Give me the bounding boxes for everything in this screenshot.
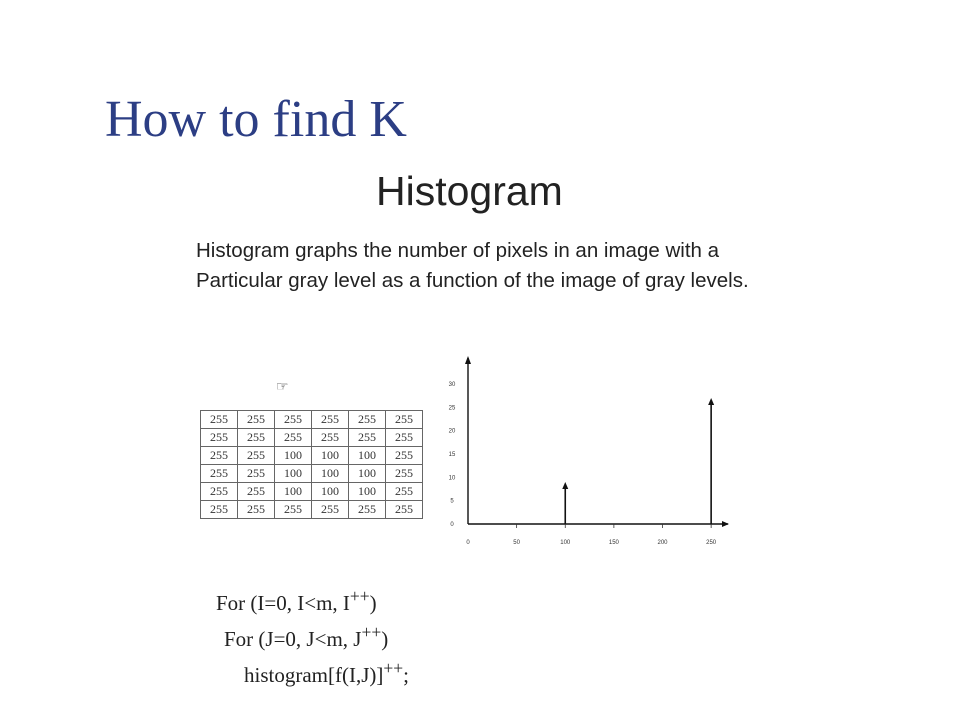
histogram-heading: Histogram bbox=[376, 168, 563, 214]
grid-cell: 255 bbox=[238, 411, 275, 429]
code-line-3-text: histogram[f(I,J)] bbox=[244, 663, 384, 687]
grid-cell: 100 bbox=[312, 465, 349, 483]
code-line-1-tail: ) bbox=[369, 591, 377, 615]
description-line-1: Histogram graphs the number of pixels in an image with a bbox=[196, 239, 720, 262]
histogram-bar-arrow bbox=[562, 482, 568, 489]
code-line-1 bbox=[216, 582, 409, 618]
grid-cell: 255 bbox=[238, 465, 275, 483]
grid-cell: 100 bbox=[349, 447, 386, 465]
code-line-2-sup: ++ bbox=[361, 622, 382, 642]
code-line-2-text: For (J=0, J<m, J bbox=[224, 627, 362, 651]
code-line-2-tail: ) bbox=[381, 627, 389, 651]
grid-cell: 255 bbox=[386, 447, 423, 465]
pseudocode-block bbox=[216, 582, 409, 690]
grid-cell: 255 bbox=[238, 501, 275, 519]
code-line-2 bbox=[216, 618, 409, 654]
grid-cell: 255 bbox=[312, 501, 349, 519]
grid-cell: 255 bbox=[312, 429, 349, 447]
x-axis-arrow bbox=[722, 521, 729, 527]
grid-cell: 255 bbox=[386, 483, 423, 501]
grid-cell: 255 bbox=[312, 411, 349, 429]
description-line-2: Particular gray level as a function of the image of gray levels. bbox=[196, 269, 749, 292]
grid-cell: 255 bbox=[349, 411, 386, 429]
pixel-value-grid bbox=[200, 410, 423, 519]
grid-row bbox=[201, 501, 423, 519]
grid-cell: 255 bbox=[238, 429, 275, 447]
grid-cell: 255 bbox=[201, 483, 238, 501]
grid-cell: 255 bbox=[275, 429, 312, 447]
grid-row bbox=[201, 447, 423, 465]
y-tick-label: 25 bbox=[448, 405, 456, 412]
histogram-bar-arrow bbox=[708, 398, 714, 405]
y-tick-label: 20 bbox=[448, 428, 456, 435]
grid-cell: 255 bbox=[201, 411, 238, 429]
grid-cell: 255 bbox=[349, 501, 386, 519]
grid-cell: 255 bbox=[201, 465, 238, 483]
grid-cell: 255 bbox=[201, 447, 238, 465]
grid-cell: 255 bbox=[386, 465, 423, 483]
grid-row bbox=[201, 465, 423, 483]
x-tick-label: 100 bbox=[560, 540, 571, 546]
grid-cell: 100 bbox=[275, 483, 312, 501]
grid-cell: 100 bbox=[275, 447, 312, 465]
grid-cell: 255 bbox=[386, 411, 423, 429]
grid-cell: 255 bbox=[238, 447, 275, 465]
grid-cell: 255 bbox=[201, 501, 238, 519]
grid-cell: 100 bbox=[349, 483, 386, 501]
histogram-chart bbox=[436, 352, 736, 552]
y-axis-arrow bbox=[465, 356, 471, 364]
grid-cell: 255 bbox=[238, 483, 275, 501]
y-tick-label: 0 bbox=[450, 522, 454, 528]
x-tick-label: 50 bbox=[513, 540, 520, 546]
grid-cell: 100 bbox=[349, 465, 386, 483]
grid-row bbox=[201, 411, 423, 429]
grid-cell: 100 bbox=[275, 465, 312, 483]
grid-cell: 255 bbox=[201, 429, 238, 447]
code-line-3-tail: ; bbox=[403, 663, 409, 687]
x-tick-label: 200 bbox=[657, 540, 668, 546]
grid-cell: 100 bbox=[312, 447, 349, 465]
histogram-description bbox=[196, 236, 896, 296]
hand-pointer-icon: ☞ bbox=[276, 378, 289, 394]
x-tick-label: 150 bbox=[608, 540, 619, 546]
grid-cell: 255 bbox=[349, 429, 386, 447]
grid-row bbox=[201, 429, 423, 447]
x-tick-label: 250 bbox=[706, 540, 717, 546]
grid-cell: 255 bbox=[386, 501, 423, 519]
grid-cell: 255 bbox=[386, 429, 423, 447]
code-line-3 bbox=[216, 654, 409, 690]
x-tick-label: 0 bbox=[466, 540, 470, 546]
code-line-1-sup: ++ bbox=[349, 586, 370, 606]
grid-cell: 100 bbox=[312, 483, 349, 501]
y-tick-label: 30 bbox=[448, 382, 456, 388]
grid-row bbox=[201, 483, 423, 501]
grid-cell: 255 bbox=[275, 411, 312, 429]
y-tick-label: 15 bbox=[448, 452, 456, 458]
code-line-1-text: For (I=0, I<m, I bbox=[216, 591, 350, 615]
code-line-3-sup: ++ bbox=[383, 658, 404, 678]
y-tick-label: 10 bbox=[448, 475, 456, 482]
slide-title: How to find K bbox=[105, 91, 407, 148]
grid-cell: 255 bbox=[275, 501, 312, 519]
y-tick-label: 5 bbox=[450, 498, 454, 505]
